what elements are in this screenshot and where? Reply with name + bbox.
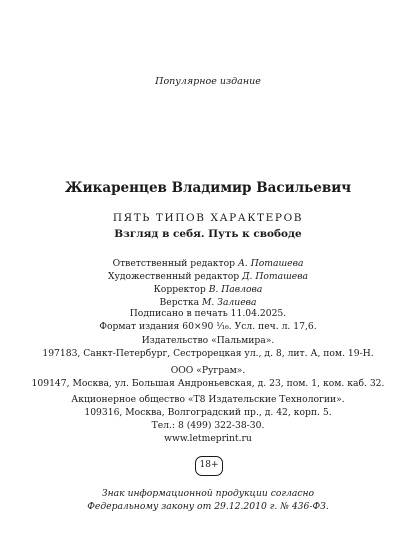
distributor-info — [0, 364, 416, 390]
staff-role: Художественный редактор — [107, 271, 240, 282]
printer-info — [0, 393, 416, 445]
staff-credits — [0, 257, 416, 309]
staff-line — [0, 270, 416, 283]
printer-website: www.letmeprint.ru — [164, 433, 252, 444]
age-rating-badge: 18+ — [195, 456, 223, 476]
distributor-name: ООО «Руграм». — [170, 365, 246, 376]
print-format-line: Формат издания 60×90 ¹⁄₁₆. Усл. печ. л. 17,6. — [99, 321, 317, 332]
staff-role: Ответственный редактор — [112, 258, 236, 269]
staff-person: А. Поташева — [237, 258, 304, 269]
staff-person: В. Павлова — [208, 284, 263, 295]
staff-role: Корректор — [153, 284, 206, 295]
staff-line — [0, 257, 416, 270]
staff-line — [0, 283, 416, 296]
printer-address: 109316, Москва, Волгоградский пр., д. 42, корп. 5. — [84, 407, 332, 418]
staff-role: Верстка — [159, 297, 200, 308]
printer-phone: Тел.: 8 (499) 322-38-30. — [151, 420, 265, 431]
notice-line: Федеральному закону от 29.12.2010 г. № 436-ФЗ. — [87, 501, 329, 512]
printer-name: Акционерное общество «Т8 Издательские Технологии». — [71, 394, 345, 405]
publisher-name: Издательство «Пальмира». — [141, 335, 275, 346]
info-product-notice — [0, 487, 416, 513]
publisher-address: 197183, Санкт-Петербург, Сестрорецкая ул., д. 8, лит. А, пом. 19-Н. — [42, 348, 374, 359]
publisher-info — [0, 334, 416, 360]
staff-person: Д. Поташева — [242, 271, 309, 282]
print-info — [0, 307, 416, 333]
notice-line: Знак информационной продукции согласно — [101, 488, 315, 499]
series-label: Популярное издание — [155, 76, 261, 87]
author-name: Жикаренцев Владимир Васильевич — [64, 180, 352, 196]
distributor-address: 109147, Москва, ул. Большая Андроньевская, д. 23, пом. 1, ком. каб. 32. — [31, 378, 385, 389]
print-signed-line: Подписано в печать 11.04.2025. — [129, 308, 287, 319]
staff-person: М. Залиева — [201, 297, 257, 308]
book-subtitle: Взгляд в себя. Путь к свободе — [114, 228, 302, 240]
book-title: ПЯТЬ ТИПОВ ХАРАКТЕРОВ — [112, 212, 304, 224]
